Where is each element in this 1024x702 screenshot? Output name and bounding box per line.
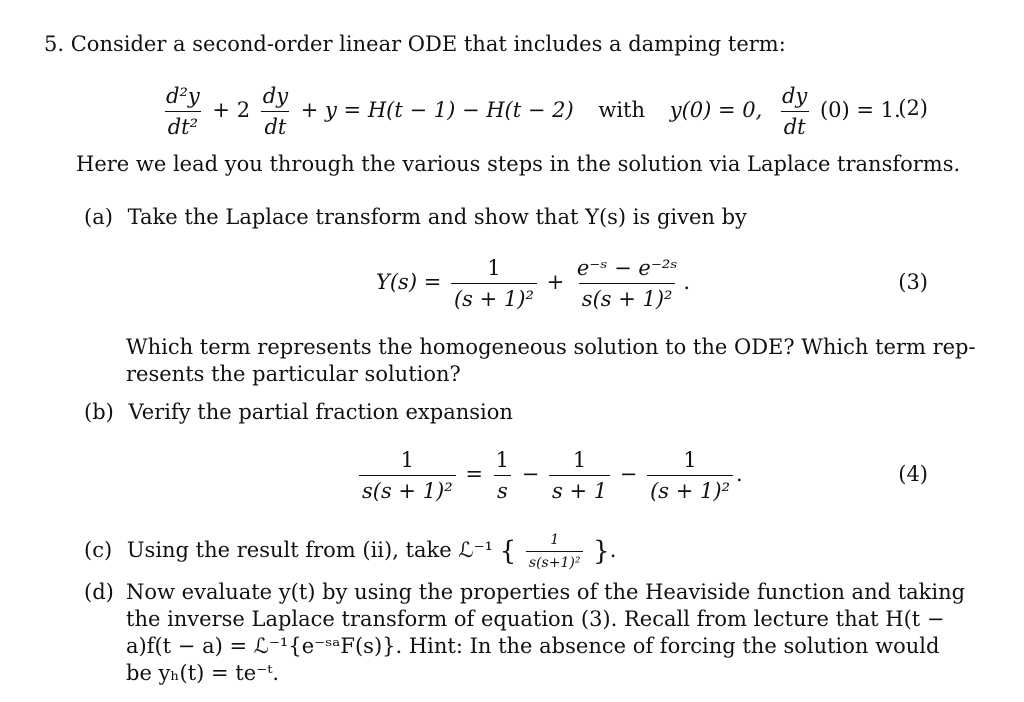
fraction-numerator: 1: [572, 448, 587, 472]
fraction-denominator: dt²: [165, 111, 201, 139]
dy-dt-fraction: [260, 84, 291, 139]
fraction-numerator: 1: [550, 532, 560, 548]
fraction-numerator: 1: [487, 256, 501, 280]
lead-text: Here we lead you through the various steps in the solution via Laplace transforms.: [76, 152, 961, 176]
eq4-fraction-2: [493, 448, 512, 503]
part-b-label: (b): [84, 400, 114, 424]
part-a-question-line-1: Which term represents the homogeneous solution to the ODE? Which term rep-: [126, 335, 976, 359]
part-a-question-line-2: resents the particular solution?: [126, 362, 461, 386]
part-d-line-3: a)f(t − a) = ℒ⁻¹{e⁻ˢᵃF(s)}. Hint: In the absence of forcing the solution would: [126, 634, 940, 658]
equation-label-2: (2): [898, 96, 928, 120]
equation-4: $\frac{1}{\text{s(s + 1)²}}$ = $\frac{1}{s}$ − $\frac{1}{s + 1}$ − $\frac{1}{\text{(s + 1)²}}$ .: [356, 448, 743, 503]
d2y-dt2-fraction: [163, 84, 203, 139]
part-b-text: Verify the partial fraction expansion: [128, 400, 513, 424]
fraction-denominator: s(s+1)²: [526, 551, 584, 571]
equation-label-4: (4): [898, 462, 928, 486]
eq2-with: with: [598, 98, 646, 122]
eq2-rest: + y = H(t − 1) − H(t − 2): [300, 98, 574, 122]
problem-intro: Consider a second-order linear ODE that includes a damping term:: [70, 32, 786, 56]
fraction-denominator: s(s + 1)²: [359, 475, 456, 503]
fraction-numerator: dy: [262, 84, 289, 108]
fraction-denominator: s + 1: [549, 475, 610, 503]
eq3-fraction-1: [451, 256, 537, 311]
fraction-denominator: s: [494, 475, 511, 503]
eq3-fraction-2: [574, 256, 681, 311]
part-d-line-1: Now evaluate y(t) by using the properties of the Heaviside function and taking: [126, 580, 966, 604]
eq4-fraction-4: [647, 448, 733, 503]
eq2-initial-condition-2: (0) = 1.: [819, 98, 901, 122]
eq2-plus-2: + 2: [212, 98, 251, 122]
ic2-fraction: [779, 84, 810, 139]
fraction-denominator: s(s + 1)²: [579, 283, 676, 311]
eq4-equals: =: [465, 462, 483, 486]
eq4-fraction-1: [359, 448, 456, 503]
fraction-denominator: dt: [261, 111, 289, 139]
fraction-numerator: 1: [683, 448, 697, 472]
fraction-numerator: dy: [781, 84, 808, 108]
part-d-line-2: the inverse Laplace transform of equation (3). Recall from lecture that H(t −: [126, 607, 945, 631]
problem-header: [44, 32, 786, 56]
eq2-initial-condition-1: y(0) = 0,: [669, 98, 763, 122]
part-d-line-4: be yₕ(t) = te⁻ᵗ.: [126, 661, 280, 685]
part-a-text: Take the Laplace transform and show that Y(s) is given by: [127, 205, 747, 229]
right-brace: }: [593, 536, 610, 567]
part-a-header: [84, 205, 747, 229]
eq4-fraction-3: [549, 448, 610, 503]
fraction-denominator: dt: [781, 111, 809, 139]
fraction-numerator: 1: [495, 448, 510, 472]
fraction-numerator: d²y: [166, 84, 200, 108]
left-brace: {: [499, 536, 517, 567]
part-c-label: (c): [84, 538, 113, 562]
part-c-line: (c) Using the result from (ii), take ℒ⁻¹ { $\frac{1}{\text{s(s+1)²}}$ }.: [84, 532, 617, 571]
problem-number: 5.: [44, 32, 65, 56]
part-d-label: (d): [84, 580, 114, 604]
part-a-label: (a): [84, 205, 113, 229]
eq3-plus: +: [546, 270, 565, 294]
eq3-lhs: Y(s) =: [376, 270, 442, 294]
equation-label-3: (3): [898, 270, 928, 294]
fraction-numerator: e⁻ˢ − e⁻²ˢ: [576, 256, 678, 280]
equation-3: Y(s) = $\frac{1}{\text{(s + 1)²}}$ + $\frac{\text{e⁻ˢ − e⁻²ˢ}}{\text{s(s + 1)²}}$ .: [376, 256, 691, 311]
part-c-inner-fraction: [526, 532, 584, 571]
eq4-minus-2: −: [619, 462, 638, 486]
equation-2: [160, 84, 901, 139]
eq4-minus-1: −: [521, 462, 540, 486]
fraction-numerator: 1: [400, 448, 415, 472]
fraction-denominator: (s + 1)²: [647, 475, 733, 503]
fraction-denominator: (s + 1)²: [451, 283, 537, 311]
part-c-text: Using the result from (ii), take ℒ⁻¹: [126, 538, 493, 562]
part-b-header: [84, 400, 513, 424]
